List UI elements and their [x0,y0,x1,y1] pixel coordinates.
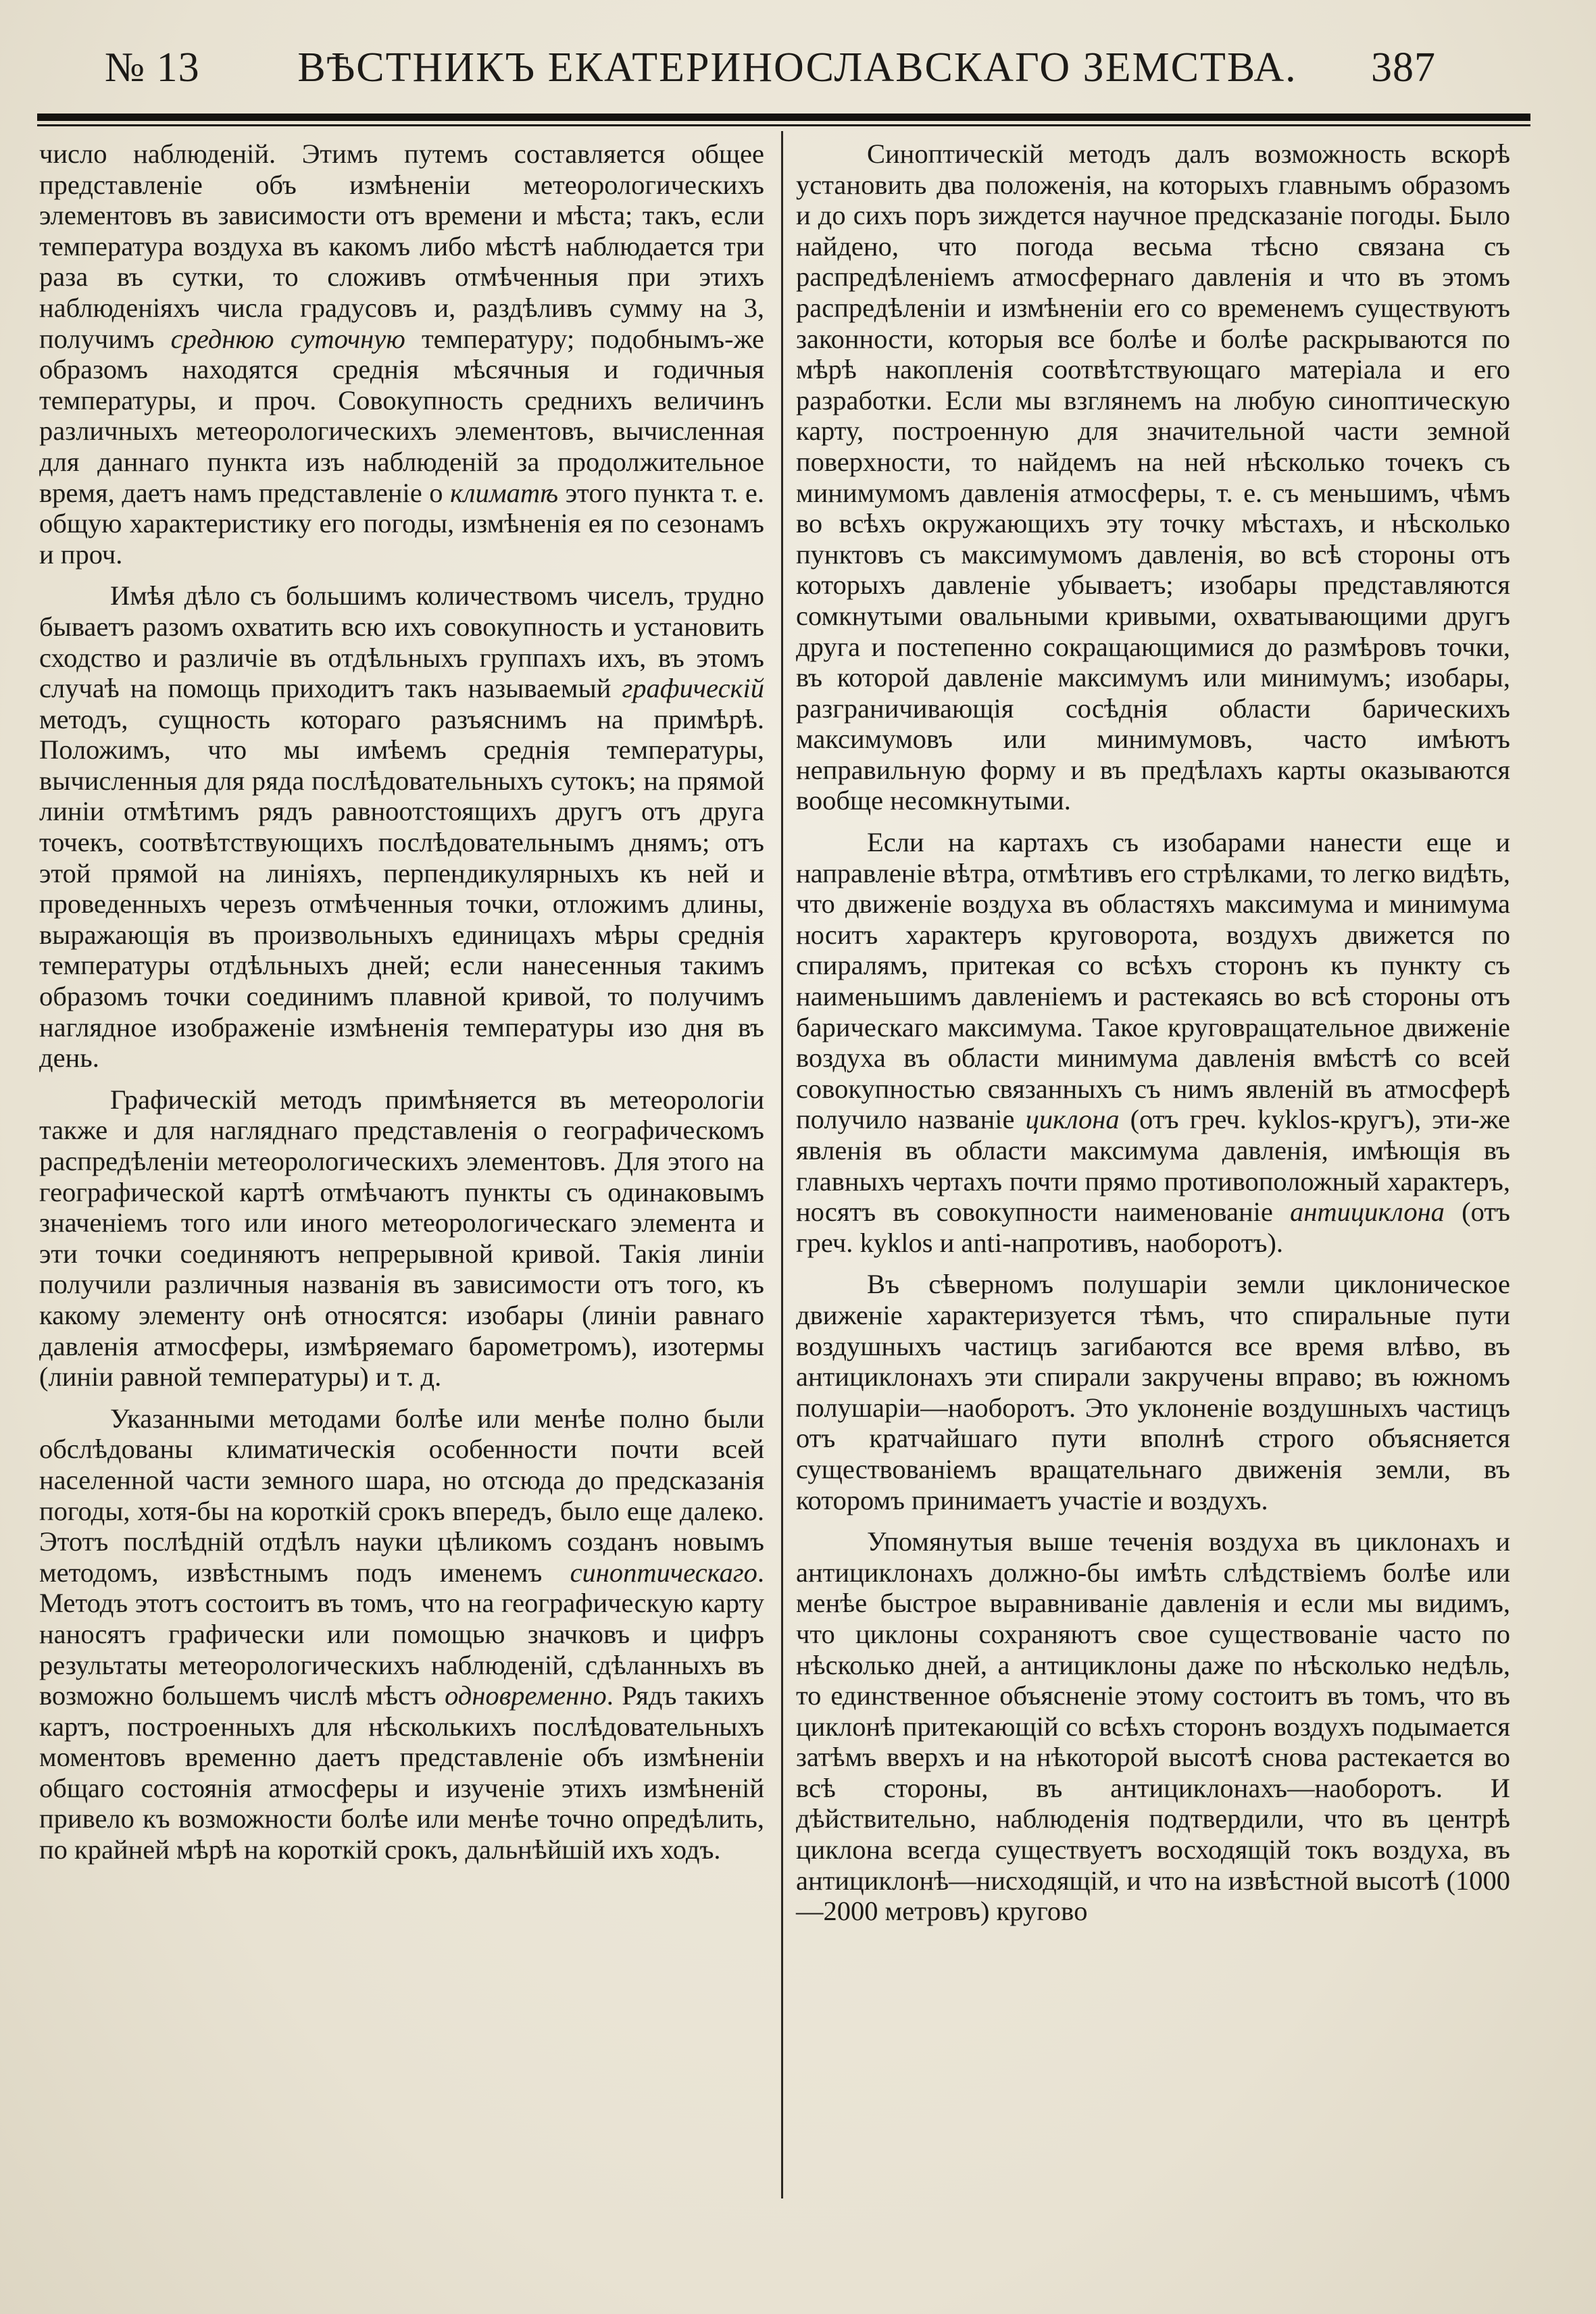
text-run: этого пункта т. е. общую характеристику его погоды, измѣненія ея по сезонамъ и проч. [39,477,764,570]
italic-term: антициклона [1290,1197,1445,1228]
text-run: (отъ греч. kyklos и anti-напротивъ, наоборотъ). [796,1197,1510,1258]
text-run: число наблюденій. Этимъ путемъ составляется общее представленіе объ измѣненіи метеорологическихъ элементовъ въ зависимости отъ времени и мѣста; такъ, если температура воздуха въ какомъ либо мѣстѣ наблюдается три раза въ сутки, то сложивъ отмѣченныя при этихъ наблюденіяхъ числа градусовъ и, раздѣливъ сумму на 3, получимъ [39,139,764,354]
text-run: Имѣя дѣло съ большимъ количествомъ чиселъ, трудно бываетъ разомъ охватить всю ихъ совокупность и установить сходство и различіе въ отдѣльныхъ группахъ ихъ, въ этомъ случаѣ на помощь приходитъ такъ называемый [39,580,764,704]
paragraph [39,139,764,570]
header-rule-thick [37,114,1530,121]
text-run: Если на картахъ съ изобарами нанести еще и направленіе вѣтра, отмѣтивъ его стрѣлками, то легко видѣть, что движеніе воздуха въ областяхъ максимума и минимума носитъ характеръ круговорота, воздухъ движется по спиралямъ, притекая со всѣхъ сторонъ къ пункту съ наименьшимъ давленіемъ и растекаясь во всѣ стороны отъ барическаго максимума. Такое круговращательное движеніе воздуха въ области минимума давленія вмѣстѣ со всей совокупностью связанныхъ съ нимъ явленій въ атмосферѣ получило названіе [796,827,1510,1135]
periodical-title: ВѢСТНИКЪ ЕКАТЕРИНОСЛАВСКАГО ЗЕМСТВА. [297,45,1297,91]
text-run: методъ, сущность котораго разъяснимъ на примѣрѣ. Положимъ, что мы имѣемъ среднія температуры, вычисленныя для ряда послѣдовательныхъ сутокъ; на прямой линіи отмѣтимъ рядъ равноотстоящихъ другъ отъ друга точекъ, соотвѣтствующихъ послѣдовательнымъ днямъ; отъ этой прямой на линіяхъ, перпендикулярныхъ къ ней и проведенныхъ черезъ отмѣченныя точки, отложимъ длины, выражающія въ произвольныхъ единицахъ мѣры среднія температуры отдѣльныхъ дней; если нанесенныя такимъ образомъ точки соединимъ плавной кривой, то получимъ наглядное изображеніе измѣненія температуры изо дня въ день. [39,703,764,1074]
paragraph [796,1269,1510,1515]
page-header [37,41,1557,95]
italic-term: климатѣ [450,477,559,508]
italic-term: циклона [1025,1104,1120,1135]
text-run: Въ сѣверномъ полушаріи земли циклоническое движеніе характеризуется тѣмъ, что спиральные пути воздушныхъ частицъ загибаются все время влѣво, въ антициклонахъ эти спирали закручены вправо; въ южномъ полушаріи—наоборотъ. Это уклоненіе воздушныхъ частицъ отъ кратчайшаго пути вполнѣ строго объясняется существованіемъ вращательнаго движенія земли, въ которомъ принимаетъ участіе и воздухъ. [796,1269,1510,1515]
text-run: Упомянутыя выше теченія воздуха въ циклонахъ и антициклонахъ должно-бы имѣть слѣдствіемъ болѣе или менѣе быстрое выравниваніе давленія и если мы видимъ, что циклоны сохраняютъ свое существованіе часто по нѣсколько дней, а антициклоны даже по нѣсколько недѣль, то единственное объясненіе этому состоитъ въ томъ, что въ циклонѣ притекающій со всѣхъ сторонъ воздухъ подымается затѣмъ вверхъ и на нѣкоторой высотѣ снова растекается во всѣ стороны, въ антициклонахъ—наоборотъ. И дѣйствительно, наблюденія подтвердили, что въ центрѣ циклона всегда существуетъ восходящій токъ воздуха, въ антициклонѣ—нисходящій, и что на извѣстной высотѣ (1000—2000 метровъ) круговo [796,1526,1510,1927]
text-run: температуру; подобнымъ-же образомъ находятся среднія мѣсячныя и годичныя температуры, и проч. Совокупность среднихъ величинъ различныхъ метеорологическихъ элементовъ, вычисленная для даннаго пункта изъ наблюденій за продолжительное время, даетъ намъ представленіе о [39,323,764,508]
paragraph [796,1526,1510,1927]
italic-term: графическій [622,673,764,704]
text-run: Графическій методъ примѣняется въ метеорологіи также и для нагляднаго представленія о географическомъ распредѣленіи метеорологическихъ элементовъ. Для этого на географической картѣ отмѣчаютъ пункты съ одинаковымъ значеніемъ того или иного метеорологическаго элемента и эти точки соединяютъ непрерывной кривой. Такія линіи получили различныя названія въ зависимости отъ того, къ какому элементу онѣ относятся: изобары (линіи равнаго давленія атмосферы, измѣряемаго барометромъ), изотермы (линіи равной температуры) и т. д. [39,1084,764,1392]
column-divider [781,131,783,2198]
italic-term: синоптическаго [570,1557,757,1588]
paragraph [39,580,764,1074]
left-column [39,139,764,1865]
text-run: Указанными методами болѣе или менѣе полно были обслѣдованы климатическія особенности почти всей населенной части земного шара, но отсюда до предсказанія погоды, хотя-бы на короткій срокъ впередъ, было еще далеко. Этотъ послѣдній отдѣлъ науки цѣликомъ созданъ новымъ методомъ, извѣстнымъ подъ именемъ [39,1403,764,1588]
text-run: . Методъ этотъ состоитъ въ томъ, что на географическую карту наносятъ графически или помощью значковъ и цифръ результаты метеорологическихъ наблюденій, сдѣланныхъ въ возможно большемъ числѣ мѣстъ [39,1557,764,1711]
italic-term: одновременно [445,1680,607,1711]
paragraph [39,1403,764,1865]
header-rule-thin [37,124,1530,126]
text-run: . Рядъ такихъ картъ, построенныхъ для нѣсколькихъ послѣдовательныхъ моментовъ временно даетъ представленіе объ измѣненіи общаго состоянія атмосферы и изученіе этихъ измѣненій привело къ возможности болѣе или менѣе точно опредѣлить, по крайней мѣрѣ на короткій срокъ, дальнѣйшій ихъ ходъ. [39,1680,764,1865]
text-run: Синоптическій методъ далъ возможность вскорѣ установить два положенія, на которыхъ главнымъ образомъ и до сихъ поръ зиждется научное предсказаніе погоды. Было найдено, что погода весьма тѣсно связана съ распредѣленіемъ атмосфернаго давленія и что въ этомъ распредѣленіи и измѣненіи его со временемъ существуютъ законности, которыя все болѣе и болѣе раскрываются по мѣрѣ накопленія соотвѣтствующаго матеріала и его разработки. Если мы взглянемъ на любую синоптическую карту, построенную для значительной части земной поверхности, то найдемъ на ней нѣсколько точекъ съ минимумомъ давленія атмосферы, т. е. съ меньшимъ, чѣмъ во всѣхъ окружающихъ эту точку мѣстахъ, и нѣсколько пунктовъ съ максимумомъ давленія, во всѣ стороны отъ которыхъ давленіе убываетъ; изобары представляются сомкнутыми овальными кривыми, охватывающими другъ друга и постепенно сокращающимися до размѣровъ точки, въ которой давленіе максимумъ или минимумъ; изобары, разграничивающія сосѣднія области барическихъ максимумовъ или минимумовъ, часто имѣютъ неправильную форму и въ предѣлахъ карты оказываются вообще несомкнутыми. [796,139,1510,816]
italic-term: среднюю суточную [170,323,405,354]
paragraph [796,827,1510,1258]
paragraph [39,1084,764,1392]
issue-number: № 13 [105,45,200,91]
text-run: (отъ греч. kyklos-кругъ), эти-же явленія въ области максимума давленія, имѣющія въ главныхъ чертахъ почти прямо противоположный характеръ, носятъ въ совокупности наименованіе [796,1104,1510,1228]
right-column [796,139,1510,1927]
paragraph [796,139,1510,816]
page-number: 387 [1371,45,1436,91]
